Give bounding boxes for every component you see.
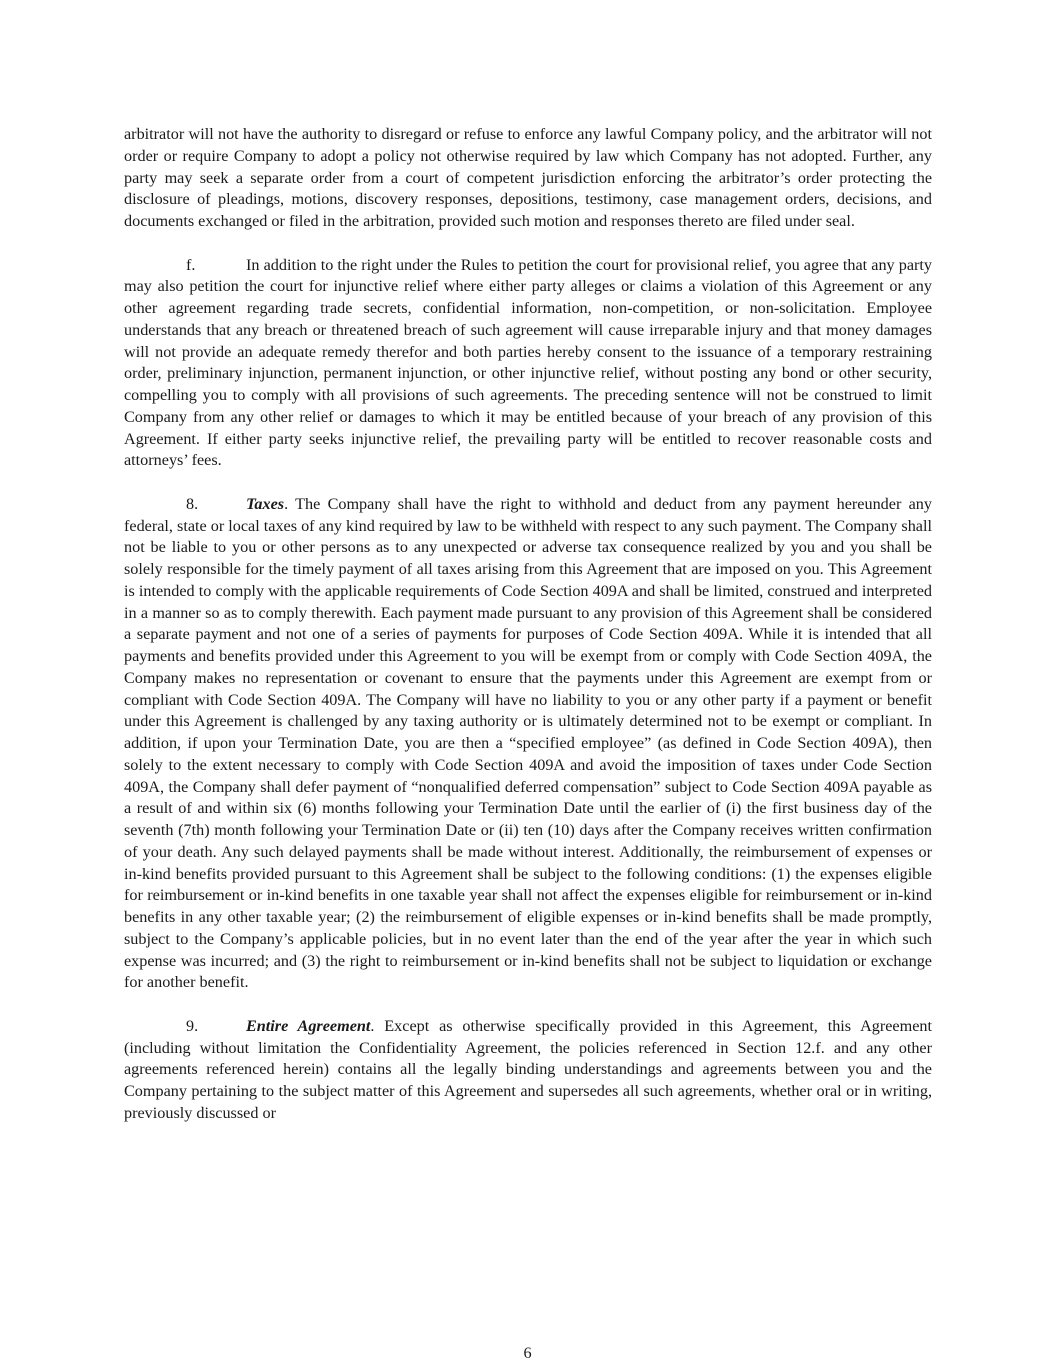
paragraph-f-text: In addition to the right under the Rules to petition the court for provisional relief, you agree that any party may also petition the court for injunctive relief where either party alleges or claims a violation of this Agreement or any other agreement regarding trade secrets, confidential information, non-competition, or non-solicitation. Employee understands that any breach or threatened breach of such agreement will cause irreparable injury and that money damages will not provide an adequate remedy therefor and both parties hereby consent to the issuance of a temporary restraining order, preliminary injunction, permanent injunction, or other injunctive relief, without posting any bond or other security, compelling you to comply with all provisions of such agreements. The preceding sentence will not be construed to limit Company from any other relief or damages to which it may be entitled because of your breach of any provision of this Agreement. If either party seeks injunctive relief, the prevailing party will be entitled to recover reasonable costs and attorneys’ fees. (124, 255, 932, 470)
section-9-text: . Except as otherwise specifically provided in this Agreement, this Agreement (including without limitation the Confidentiality Agreement, the policies referenced in Section 12.f. and any other agreements referenced herein) contains all the legally binding understandings and agreements between you and the Company pertaining to the subject matter of this Agreement and supersedes all such agreements, whether oral or in writing, previously discussed or (124, 1016, 932, 1122)
document-body (124, 124, 932, 1146)
section-8-text: . The Company shall have the right to withhold and deduct from any payment hereunder any federal, state or local taxes of any kind required by law to be withheld with respect to any such payment. The Company shall not be liable to you or other persons as to any unexpected or adverse tax consequence realized by you and you shall be solely responsible for the timely payment of all taxes arising from this Agreement that are imposed on you. This Agreement is intended to comply with the applicable requirements of Code Section 409A and shall be limited, construed and interpreted in a manner so as to comply therewith. Each payment made pursuant to any provision of this Agreement shall be considered a separate payment and not one of a series of payments for purposes of Code Section 409A. While it is intended that all payments and benefits provided under this Agreement to you will be exempt from or comply with Code Section 409A, the Company makes no representation or covenant to ensure that the payments under this Agreement are exempt from or compliant with Code Section 409A. The Company will have no liability to you or any other party if a payment or benefit under this Agreement is challenged by any taxing authority or is ultimately determined not to be exempt or compliant. In addition, if upon your Termination Date, you are then a “specified employee” (as defined in Code Section 409A), then solely to the extent necessary to comply with Code Section 409A and avoid the imposition of taxes under Code Section 409A, the Company shall defer payment of “nonqualified deferred compensation” subject to Code Section 409A payable as a result of and within six (6) months following your Termination Date until the earlier of (i) the first business day of the seventh (7th) month following your Termination Date or (ii) ten (10) days after the Company receives written confirmation of your death. Any such delayed payments shall be made without interest. Additionally, the reimbursement of expenses or in-kind benefits provided pursuant to this Agreement shall be subject to the following conditions: (1) the expenses eligible for reimbursement or in-kind benefits in one taxable year shall not affect the expenses eligible for reimbursement or in-kind benefits in any other taxable year; (2) the reimbursement of eligible expenses or in-kind benefits shall be made promptly, subject to the Company’s applicable policies, but in no event later than the end of the year after the year in which such expense was incurred; and (3) the right to reimbursement or in-kind benefits shall not be subject to liquidation or exchange for another benefit. (124, 494, 932, 992)
section-8-taxes (124, 494, 932, 994)
paragraph-f-label: f. (186, 255, 196, 274)
section-9-number: 9. (186, 1016, 199, 1035)
section-8-number: 8. (186, 494, 199, 513)
paragraph-arbitrator-authority (124, 124, 932, 233)
paragraph-f-injunctive-relief (124, 255, 932, 473)
section-9-heading: Entire Agreement (246, 1016, 371, 1035)
section-8-heading: Taxes (246, 494, 285, 513)
page-number: 6 (523, 1344, 532, 1362)
paragraph-text: arbitrator will not have the authority to disregard or refuse to enforce any lawful Company policy, and the arbitrator will not order or require Company to adopt a policy not otherwise required by law which Company has not adopted. Further, any party may seek a separate order from a court of competent jurisdiction enforcing the arbitrator’s order protecting the disclosure of pleadings, motions, discovery responses, depositions, testimony, case management orders, decisions, and documents exchanged or filed in the arbitration, provided such motion and responses thereto are filed under seal. (124, 125, 932, 230)
section-9-entire-agreement (124, 1016, 932, 1125)
